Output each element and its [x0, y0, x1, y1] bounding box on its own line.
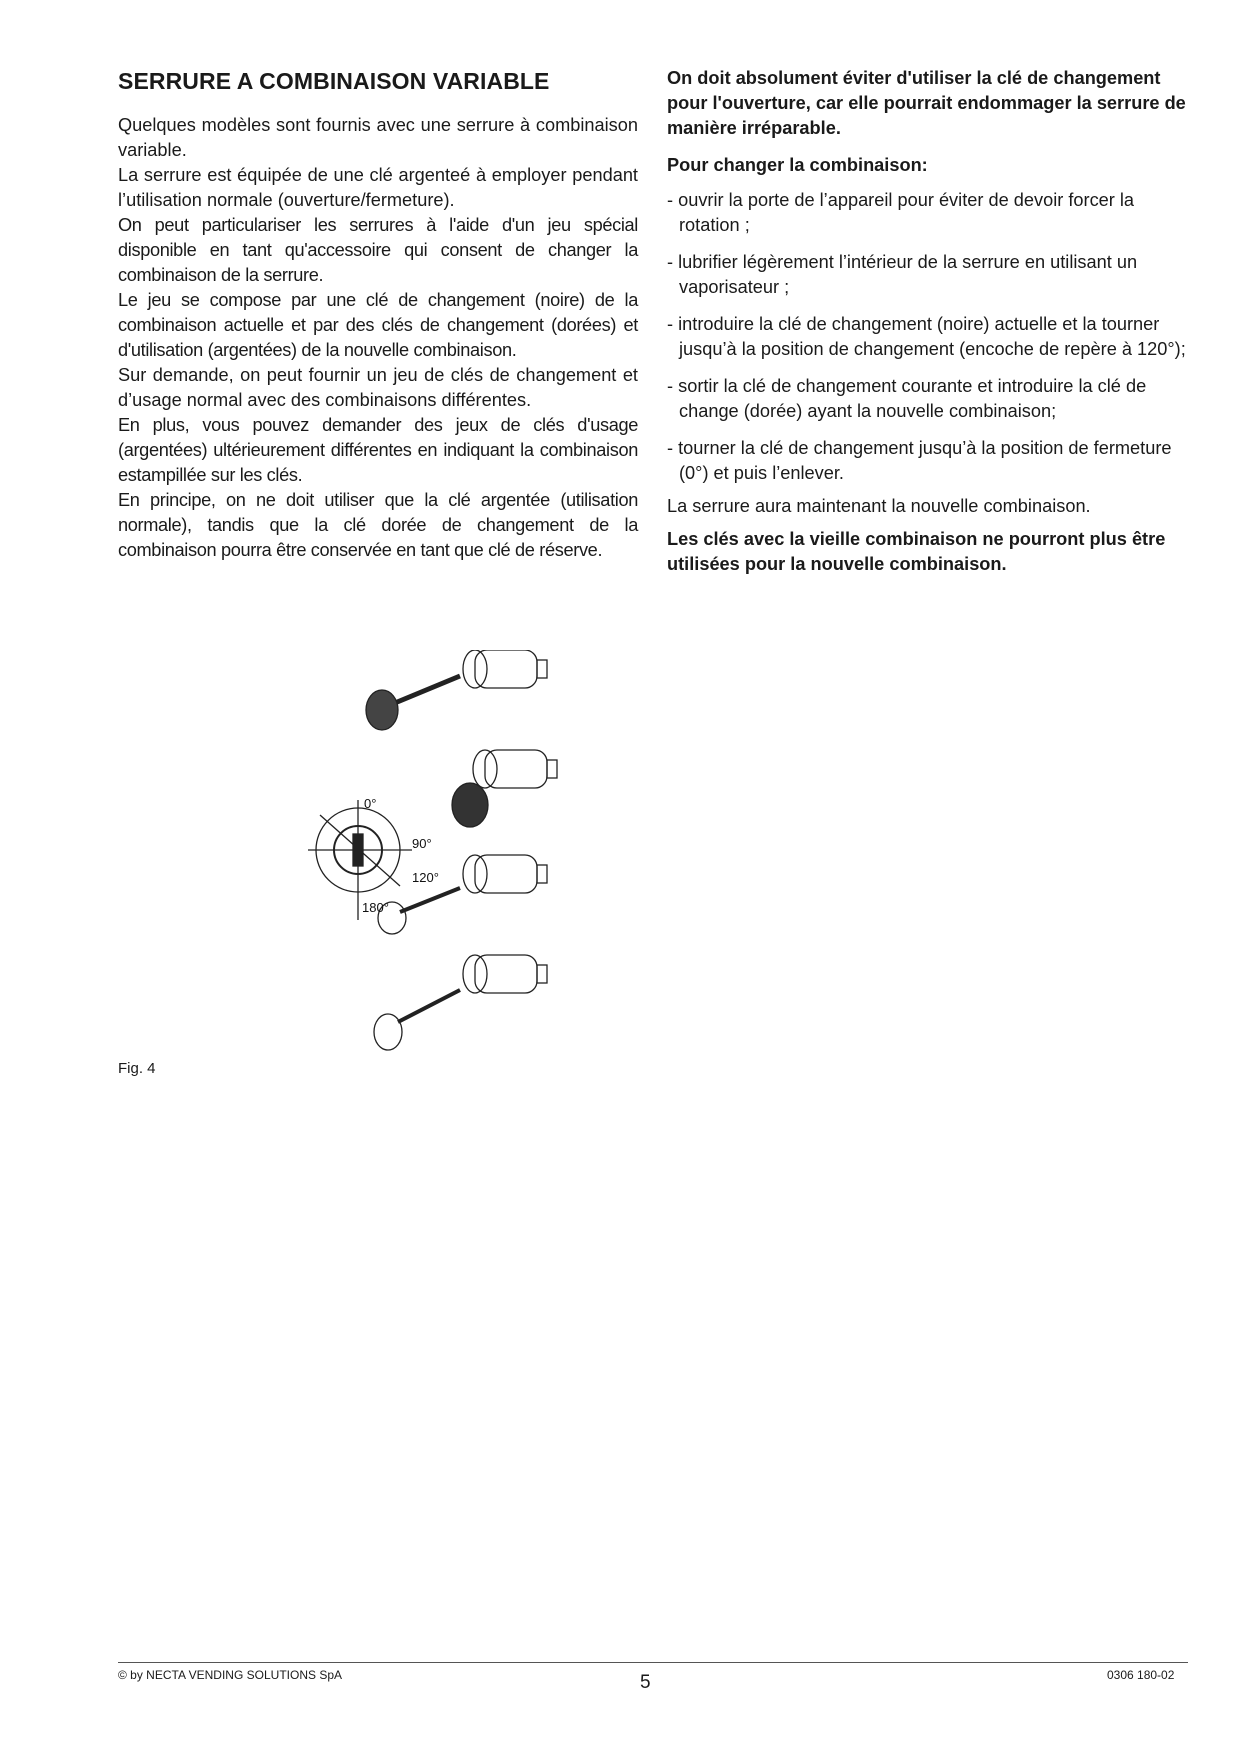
- steps-list: [667, 188, 1187, 486]
- angle-label-0: 0°: [364, 796, 377, 811]
- lock-cylinder-2: [452, 750, 557, 827]
- final-note: Les clés avec la vieille combinaison ne pourront plus être utilisées pour la nouvelle combinaison.: [667, 529, 1166, 574]
- list-item: - lubrifier légèrement l’intérieur de la serrure en utilisant un vaporisateur ;: [667, 252, 1138, 297]
- key-slot: [353, 834, 363, 866]
- angle-label-120: 120°: [412, 870, 439, 885]
- list-item: - tourner la clé de changement jusqu’à la position de fermeture (0°) et puis l’enlever.: [667, 438, 1172, 483]
- angle-label-90: 90°: [412, 836, 432, 851]
- paragraph-on-request: Sur demande, on peut fournir un jeu de clés de changement et d’usage normal avec des combinaisons différentes.: [118, 365, 638, 410]
- paragraph-intro: Quelques modèles sont fournis avec une serrure à combinaison variable.: [118, 115, 638, 160]
- paragraph-extra-keys: En plus, vous pouvez demander des jeux de clés d'usage (argentées) ultérieurement différentes en indiquant la combinaison estampillée sur les clés.: [118, 415, 638, 485]
- page-title: SERRURE A COMBINAISON VARIABLE: [118, 68, 550, 94]
- lock-cylinder-1: [366, 650, 547, 730]
- figure-caption: Fig. 4: [118, 1060, 156, 1077]
- paragraph-kit: Le jeu se compose par une clé de changement (noire) de la combinaison actuelle et par des clés de changement (dorées) et d'utilisation (argentées) de la nouvelle combinaison.: [118, 290, 638, 360]
- page-number: 5: [640, 1672, 651, 1693]
- paragraph-principle: En principe, on ne doit utiliser que la clé argentée (utilisation normale), tandis que la clé dorée de changement de la combinaison pourra être conservée en tant que clé de réserve.: [118, 490, 638, 560]
- paragraph-accessory: On peut particulariser les serrures à l'aide d'un jeu spécial disponible en tant qu'accessoire qui consent de changer la combinaison de la serrure.: [118, 215, 638, 285]
- lock-cylinder-3: [378, 855, 547, 934]
- angle-label-180: 180°: [362, 900, 389, 915]
- lock-illustration: [300, 650, 620, 1070]
- warning-text: On doit absolument éviter d'utiliser la clé de changement pour l'ouverture, car elle pourrait endommager la serrure de manière irréparable.: [667, 68, 1186, 138]
- list-item: - sortir la clé de changement courante et introduire la clé de change (dorée) ayant la nouvelle combinaison;: [667, 376, 1147, 421]
- right-column: [667, 66, 1187, 577]
- footer-copyright: © by NECTA VENDING SOLUTIONS SpA: [118, 1668, 343, 1682]
- document-code: 0306 180-02: [1107, 1668, 1175, 1682]
- footer-divider: [118, 1662, 1188, 1663]
- list-item: - ouvrir la porte de l’appareil pour éviter de devoir forcer la rotation ;: [667, 190, 1135, 235]
- lock-figure: [300, 650, 620, 1070]
- paragraph-silver-key: La serrure est équipée de une clé argenteé à employer pendant l’utilisation normale (ouverture/fermeture).: [118, 165, 638, 210]
- result-text: La serrure aura maintenant la nouvelle combinaison.: [667, 496, 1091, 516]
- steps-heading: Pour changer la combinaison:: [667, 155, 928, 175]
- lock-cylinder-4: [374, 955, 547, 1050]
- list-item: - introduire la clé de changement (noire) actuelle et la tourner jusqu’à la position de changement (encoche de repère à 120°);: [667, 314, 1186, 359]
- left-column: [118, 66, 638, 563]
